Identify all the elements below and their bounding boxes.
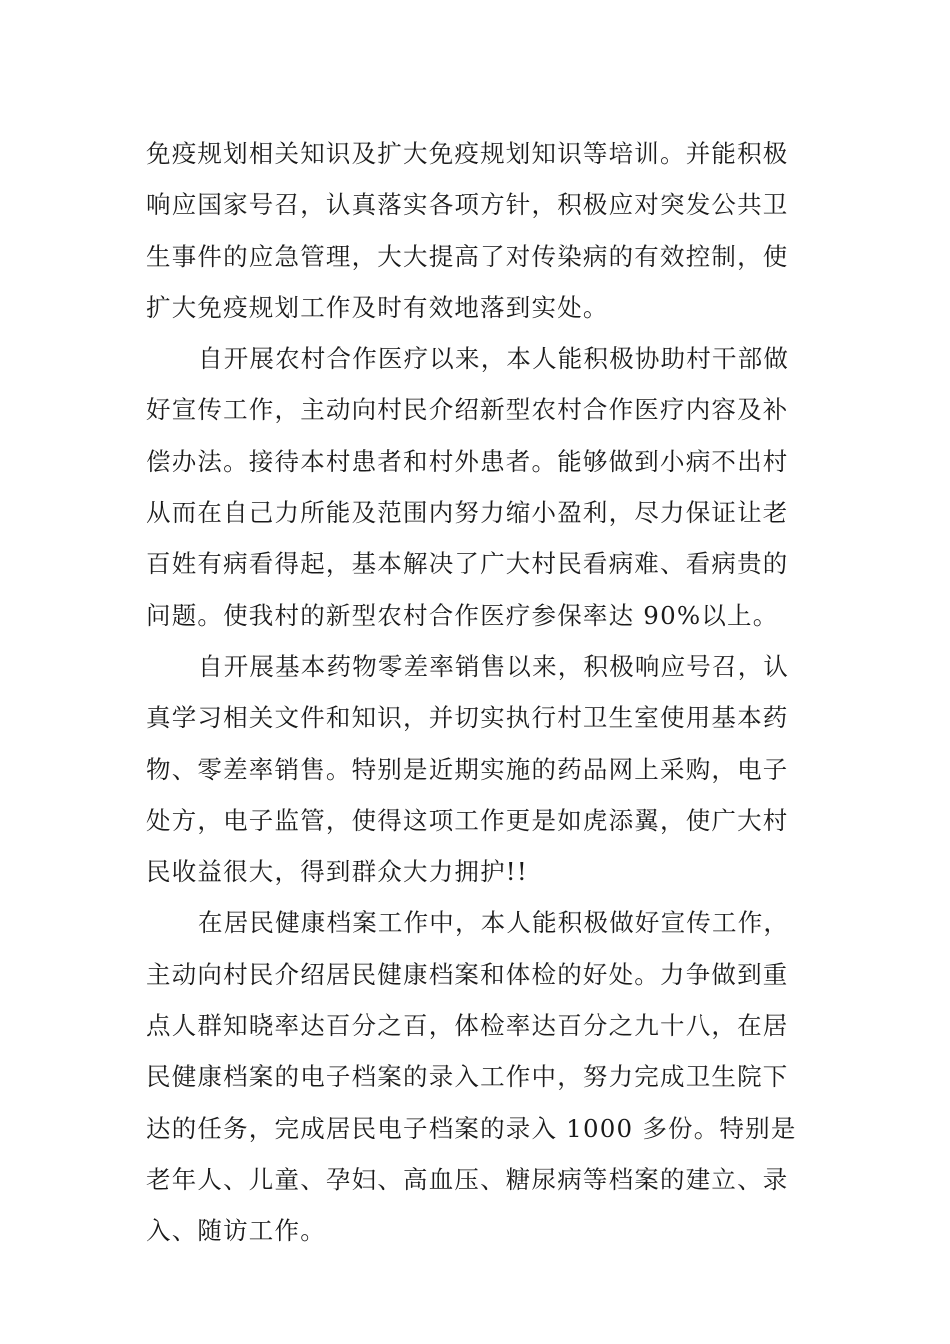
text-line: 老年人、儿童、孕妇、高血压、糖尿病等档案的建立、录	[146, 1164, 789, 1194]
text-line: 扩大免疫规划工作及时有效地落到实处。	[146, 292, 609, 322]
text-line: 点人群知晓率达百分之百，体检率达百分之九十八，在居	[146, 1011, 789, 1041]
text-line: 主动向村民介绍居民健康档案和体检的好处。力争做到重	[146, 959, 789, 989]
text-line: 生事件的应急管理，大大提高了对传染病的有效控制，使	[146, 241, 789, 271]
text-line: 响应国家号召，认真落实各项方针，积极应对突发公共卫	[146, 190, 789, 220]
text-line: 民健康档案的电子档案的录入工作中，努力完成卫生院下	[146, 1062, 789, 1092]
text-line: 民收益很大，得到群众大力拥护!!	[146, 857, 528, 887]
text-line: 从而在自己力所能及范围内努力缩小盈利，尽力保证让老	[146, 498, 789, 528]
text-line: 入、随访工作。	[146, 1216, 326, 1246]
text-line: 真学习相关文件和知识，并切实执行村卫生室使用基本药	[146, 703, 789, 733]
text-line: 偿办法。接待本村患者和村外患者。能够做到小病不出村	[146, 446, 789, 476]
paragraph-first-line: 在居民健康档案工作中，本人能积极做好宣传工作，	[198, 908, 790, 938]
paragraph-first-line: 自开展农村合作医疗以来，本人能积极协助村干部做	[198, 344, 790, 374]
text-line: 物、零差率销售。特别是近期实施的药品网上采购，电子	[146, 754, 789, 784]
text-line: 问题。使我村的新型农村合作医疗参保率达 90%以上。	[146, 600, 779, 630]
text-line: 处方，电子监管，使得这项工作更是如虎添翼，使广大村	[146, 805, 789, 835]
document-body	[146, 128, 797, 1257]
paragraph-first-line: 自开展基本药物零差率销售以来，积极响应号召，认	[198, 651, 790, 681]
text-line: 达的任务，完成居民电子档案的录入 1000 多份。特别是	[146, 1113, 797, 1143]
text-line: 百姓有病看得起，基本解决了广大村民看病难、看病贵的	[146, 549, 789, 579]
text-line: 免疫规划相关知识及扩大免疫规划知识等培训。并能积极	[146, 139, 789, 168]
text-line: 好宣传工作，主动向村民介绍新型农村合作医疗内容及补	[146, 395, 789, 425]
